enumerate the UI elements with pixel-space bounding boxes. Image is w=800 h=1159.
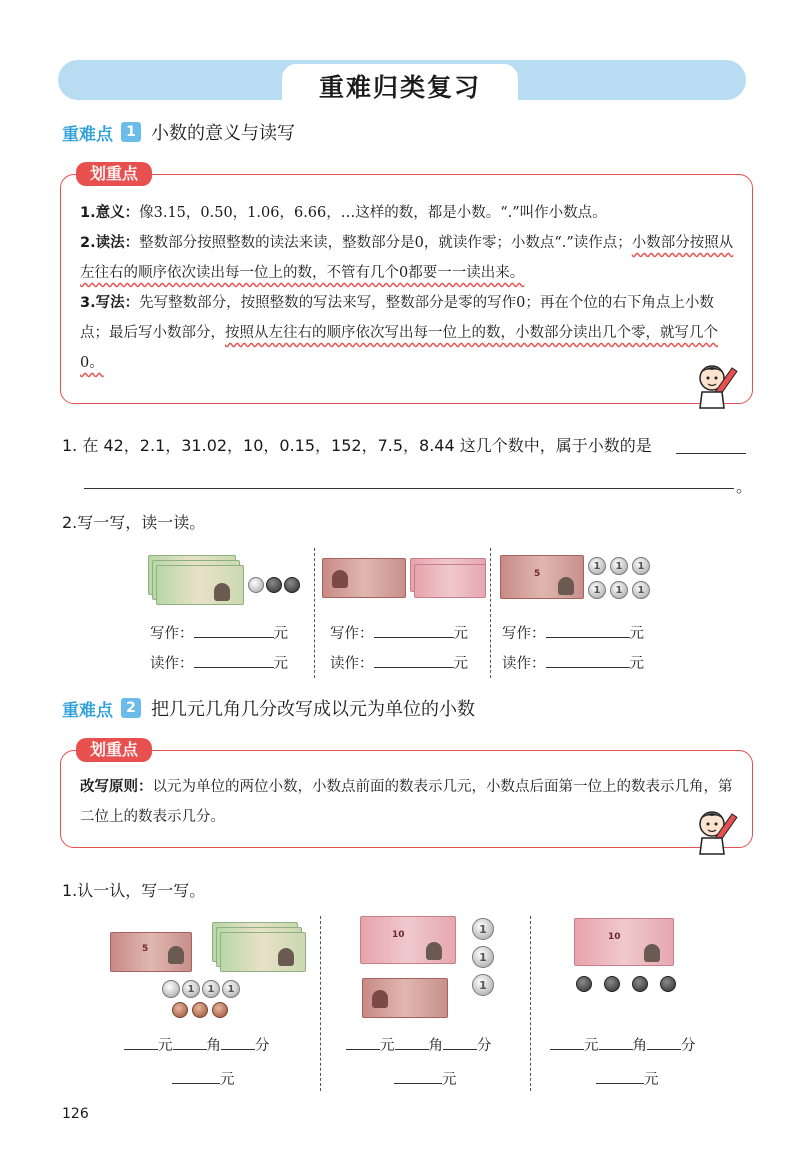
- coin-one: 1: [632, 581, 650, 599]
- question-2: 2.写一写，读一读。: [62, 513, 206, 532]
- section-label: 重难点: [62, 700, 113, 721]
- write-field-a: 写作： 元: [150, 626, 288, 642]
- coin-one: 1: [610, 581, 628, 599]
- yuan-jiao-fen-row-e: 元 角 分: [346, 1034, 492, 1055]
- note-value: 10: [608, 932, 621, 942]
- key-points-tag: 划重点: [76, 738, 152, 762]
- coin-one: 1: [588, 557, 606, 575]
- coin-one: 1: [222, 980, 240, 998]
- section-2-heading: [62, 694, 475, 722]
- student-mascot-icon: [690, 806, 738, 858]
- read-field-b: 读作： 元: [330, 656, 468, 672]
- yuan-row-d: 元: [172, 1068, 235, 1089]
- section-title: 小数的意义与读写: [151, 123, 295, 144]
- answer-blank-1b[interactable]: [84, 488, 734, 489]
- key-points-text-1: [80, 198, 740, 378]
- money-group-a: [148, 555, 308, 610]
- answer-blank[interactable]: [443, 1049, 477, 1050]
- answer-blank[interactable]: [550, 1049, 584, 1050]
- divider: [490, 548, 491, 678]
- answer-blank[interactable]: [546, 667, 630, 668]
- section-title: 把几元几角几分改写成以元为单位的小数: [151, 699, 475, 720]
- answer-blank[interactable]: [124, 1049, 158, 1050]
- writing-paragraph: 3.写法：先写整数部分，按照整数的写法来写，整数部分是零的写作0；再在个位的右下角点上小数点；最后写小数部分，按照从左往右的顺序依次写出每一位上的数，小数部分读出几个零，就写几个0。: [80, 295, 718, 371]
- page-title: 重难归类复习: [318, 73, 481, 102]
- coin-one: 1: [632, 557, 650, 575]
- answer-blank[interactable]: [221, 1049, 255, 1050]
- yuan-jiao-fen-row-d: 元 角 分: [124, 1034, 270, 1055]
- section-1-heading: [62, 118, 295, 146]
- coin-one: 1: [182, 980, 200, 998]
- question-1: [62, 433, 652, 456]
- yuan-row-f: 元: [596, 1068, 659, 1089]
- answer-blank-1a[interactable]: [676, 453, 746, 454]
- money-group-e: [360, 916, 510, 1026]
- section-label: 重难点: [62, 124, 113, 145]
- student-mascot-icon: [690, 360, 738, 412]
- money-group-d: [110, 922, 310, 1022]
- answer-blank[interactable]: [395, 1049, 429, 1050]
- read-field-c: 读作： 元: [502, 656, 644, 672]
- question-1-end: 。: [736, 477, 753, 496]
- note-value: 10: [392, 930, 405, 940]
- meaning-paragraph: 1.意义：像3.15，0.50，1.06，6.66，…这样的数，都是小数。“.”叫作小数点。: [80, 205, 607, 221]
- key-points-text-2: 改写原则：以元为单位的两位小数，小数点前面的数表示几元，小数点后面第一位上的数表示几角，第二位上的数表示几分。: [80, 779, 733, 825]
- answer-blank[interactable]: [194, 667, 274, 668]
- yuan-jiao-fen-row-f: 元 角 分: [550, 1034, 696, 1055]
- coin-one: 1: [472, 946, 494, 968]
- divider: [314, 548, 315, 678]
- answer-blank[interactable]: [546, 637, 630, 638]
- answer-blank[interactable]: [172, 1083, 220, 1084]
- answer-blank[interactable]: [599, 1049, 633, 1050]
- coin-one: 1: [202, 980, 220, 998]
- answer-blank[interactable]: [346, 1049, 380, 1050]
- coin-one: 1: [588, 581, 606, 599]
- divider: [530, 916, 531, 1091]
- money-group-b: [322, 558, 487, 602]
- answer-blank[interactable]: [647, 1049, 681, 1050]
- coin-one: 1: [472, 918, 494, 940]
- answer-blank[interactable]: [596, 1083, 644, 1084]
- money-group-c: [500, 555, 665, 610]
- note-value: 5: [534, 569, 541, 579]
- answer-blank[interactable]: [374, 667, 454, 668]
- answer-blank[interactable]: [374, 637, 454, 638]
- answer-blank[interactable]: [394, 1083, 442, 1084]
- answer-blank[interactable]: [173, 1049, 207, 1050]
- section-number: 1: [121, 122, 141, 142]
- page-number: 126: [62, 1106, 89, 1122]
- divider: [320, 916, 321, 1091]
- answer-blank[interactable]: [194, 637, 274, 638]
- question-3: 1.认一认，写一写。: [62, 881, 206, 900]
- write-field-b: 写作： 元: [330, 626, 468, 642]
- write-field-c: 写作： 元: [502, 626, 644, 642]
- reading-paragraph: 2.读法：整数部分按照整数的读法来读，整数部分是0，就读作零；小数点“.”读作点；小数部分按照从左往右的顺序依次读出每一位上的数，不管有几个0都要一一读出来。: [80, 235, 734, 281]
- coin-one: 1: [610, 557, 628, 575]
- yuan-row-e: 元: [394, 1068, 457, 1089]
- money-group-f: [574, 918, 714, 998]
- key-points-tag: 划重点: [76, 162, 152, 186]
- question-1-text: 1. 在 42，2.1，31.02，10，0.15，152，7.5，8.44 这几个数中，属于小数的是: [62, 436, 652, 455]
- note-value: 5: [142, 944, 149, 954]
- read-field-a: 读作： 元: [150, 656, 288, 672]
- coin-one: 1: [472, 974, 494, 996]
- section-number: 2: [121, 698, 141, 718]
